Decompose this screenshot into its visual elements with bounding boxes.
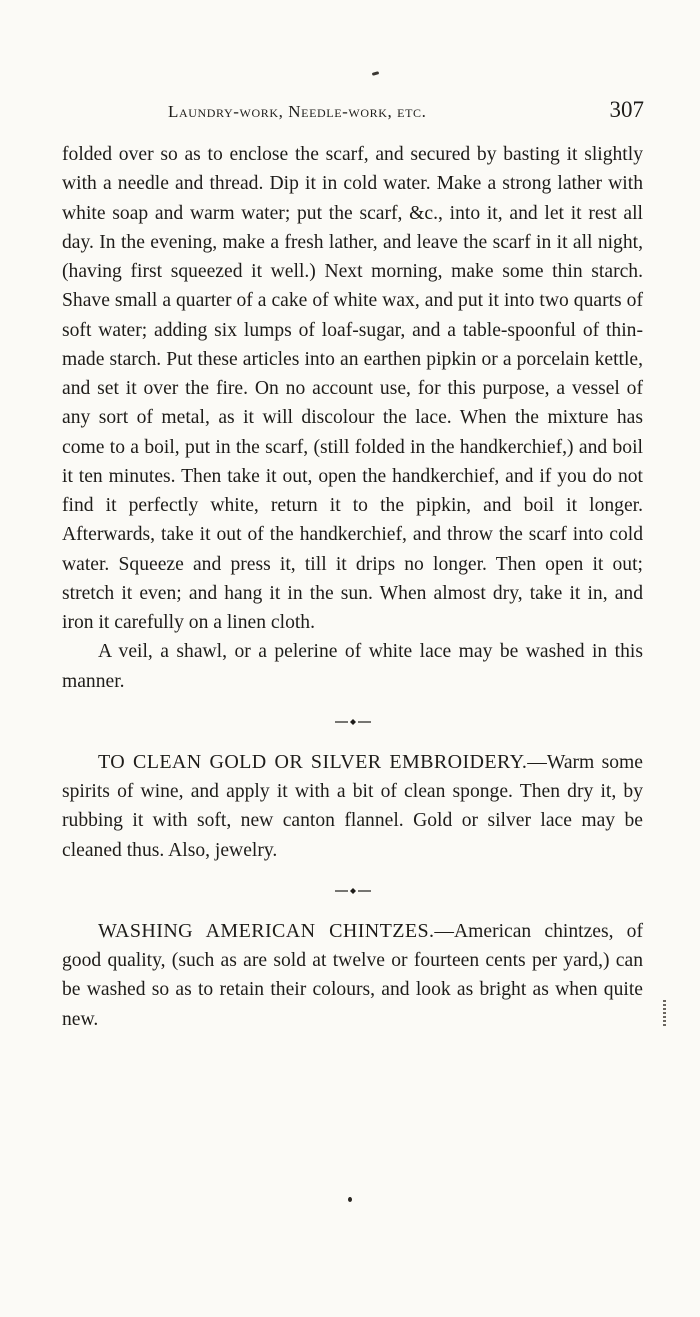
paragraph-veil-note: A veil, a shawl, or a pelerine of white lace may be washed in this manner. [62,641,643,692]
running-title: Laundry-work, Needle-work, etc. [168,102,427,121]
section-divider [62,696,643,748]
ink-speck [372,71,380,76]
page-number: 307 [609,97,644,122]
section-heading-embroidery: TO CLEAN GOLD OR SILVER EMBROIDERY. [98,750,528,773]
paragraph-scarf-washing: folded over so as to enclose the scarf, and secured by basting it slightly with a needle and thread. Dip it in cold water. Make a strong lather with white soap and warm water; put the scarf, &c., into it, and let it rest all day. In the evening, make a fresh lather, and leave the scarf in it all night, (having first squeezed it well.) Next morning, make some thin starch. Shave small a quarter of a cake of white wax, and put it into two quarts of soft water; adding six lumps of loaf-sugar, and a table-spoonful of thin-made starch. Put these articles into an earthen pipkin or a porcelain kettle, and set it over the fire. On no account use, for this purpose, a vessel of any sort of metal, as it will discolour the lace. When the mixture has come to a boil, put in the scarf, (still folded in the handkerchief,) and boil it ten minutes. Then take it out, open the handkerchief, and if you do not find it perfectly white, return it to the pipkin, and boil it longer. Afterwards, take it out of the handkerchief, and throw the scarf into cold water. Squeeze and press it, till it drips no longer. Then open it out; stretch it even; and hang it in the sun. When almost dry, take it in, and iron it carefully on a linen cloth. [62,144,643,633]
body-text [62,140,643,1034]
section-text-chintzes: —American chintzes, of good quality, (such as are sold at twelve or fourteen cents per yard,) can be washed so as to retain their colours, and look as bright as when quite new. [62,920,643,1030]
section-chintzes [62,917,643,1034]
divider-ornament-icon [333,887,373,895]
page-header [168,99,644,129]
section-text-embroidery: —Warm some spirits of wine, and apply it with a bit of clean sponge. Then dry it, by rubbing it with soft, new canton flannel. Gold or silver lace may be cleaned thus. Also, jewelry. [62,751,643,861]
section-embroidery [62,748,643,865]
section-divider [62,865,643,917]
divider-ornament-icon [333,718,373,726]
margin-mark [663,1000,666,1026]
section-heading-chintzes: WASHING AMERICAN CHINTZES. [98,919,435,942]
ink-speck [348,1197,352,1202]
